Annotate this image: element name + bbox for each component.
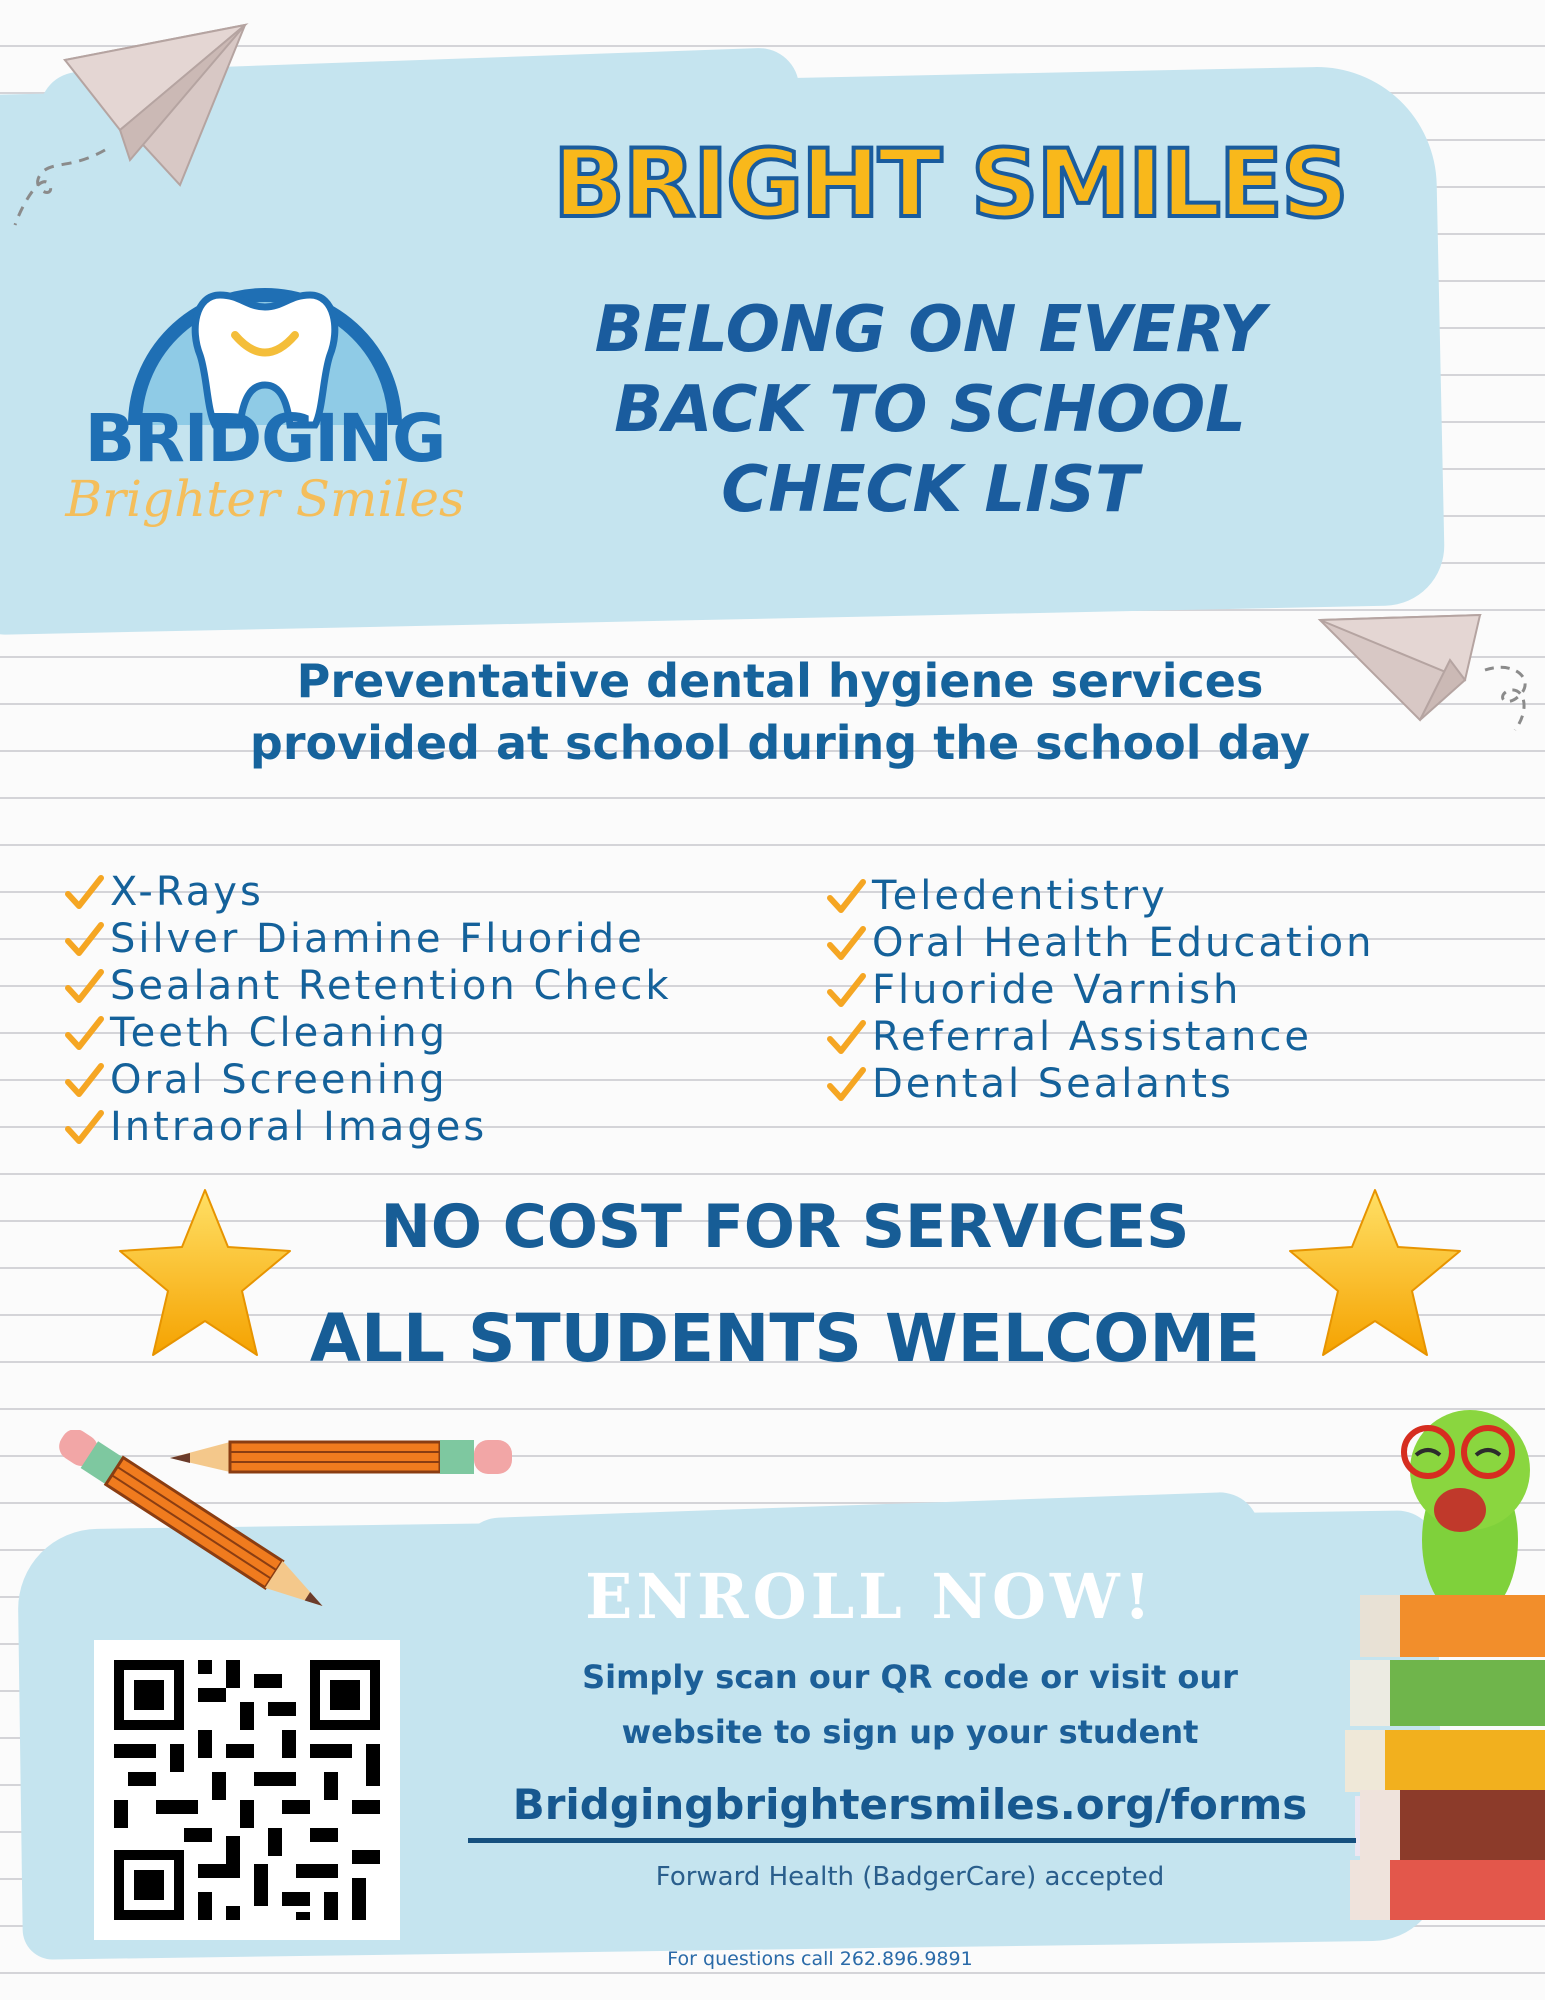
- checkmark-icon: [826, 1017, 866, 1057]
- checkmark-icon: [826, 923, 866, 963]
- logo-wordmark: BRIDGING: [84, 400, 446, 477]
- page-title: BRIGHT SMILES: [553, 130, 1347, 239]
- list-item: [64, 868, 672, 915]
- checkmark-icon: [826, 1064, 866, 1104]
- enroll-heading: ENROLL NOW!: [585, 1560, 1155, 1633]
- insurance-note: Forward Health (BadgerCare) accepted: [655, 1862, 1165, 1892]
- list-item: [64, 1103, 672, 1150]
- subtitle-line: BACK TO SCHOOL: [614, 373, 1246, 447]
- checkmark-icon: [64, 966, 104, 1006]
- service-label: Referral Assistance: [872, 1013, 1312, 1060]
- subtitle-line: CHECK LIST: [721, 453, 1139, 527]
- service-label: Teeth Cleaning: [110, 1009, 448, 1056]
- service-label: Silver Diamine Fluoride: [110, 915, 645, 962]
- list-item: [826, 872, 1374, 919]
- checkmark-icon: [64, 1013, 104, 1053]
- services-list-left: [64, 868, 672, 1150]
- service-label: X-Rays: [110, 868, 264, 915]
- tagline: [130, 650, 1430, 774]
- no-cost-banner: NO COST FOR SERVICES: [380, 1192, 1190, 1262]
- instruction-line: Simply scan our QR code or visit our: [582, 1658, 1238, 1696]
- qr-code-graphic: [94, 1640, 400, 1940]
- paper-plane-icon: [10, 10, 260, 240]
- list-item: [64, 1009, 672, 1056]
- checkmark-icon: [64, 1107, 104, 1147]
- checkmark-icon: [64, 919, 104, 959]
- service-label: Sealant Retention Check: [110, 962, 672, 1009]
- list-item: [64, 915, 672, 962]
- service-label: Intraoral Images: [110, 1103, 488, 1150]
- service-label: Dental Sealants: [872, 1060, 1234, 1107]
- services-list-right: [826, 872, 1374, 1107]
- checkmark-icon: [826, 970, 866, 1010]
- link-underline: [468, 1838, 1356, 1843]
- service-label: Oral Health Education: [872, 919, 1375, 966]
- checkmark-icon: [826, 876, 866, 916]
- list-item: [826, 1060, 1374, 1107]
- qr-code[interactable]: [94, 1640, 400, 1940]
- subtitle: [530, 290, 1330, 530]
- tagline-line: Preventative dental hygiene services: [296, 654, 1264, 708]
- list-item: [826, 919, 1374, 966]
- logo-script: Brighter Smiles: [65, 470, 465, 528]
- enroll-link[interactable]: Bridgingbrightersmiles.org/forms: [512, 1780, 1308, 1829]
- list-item: [826, 966, 1374, 1013]
- tagline-line: provided at school during the school day: [249, 716, 1311, 770]
- instruction-line: website to sign up your student: [621, 1713, 1199, 1751]
- list-item: [64, 1056, 672, 1103]
- service-label: Fluoride Varnish: [872, 966, 1242, 1013]
- list-item: [826, 1013, 1374, 1060]
- pencil-icon: [30, 1430, 350, 1610]
- checkmark-icon: [64, 1060, 104, 1100]
- contact-phone: For questions call 262.896.9891: [667, 1948, 973, 1970]
- checkmark-icon: [64, 872, 104, 912]
- service-label: Oral Screening: [110, 1056, 448, 1103]
- welcome-banner: ALL STUDENTS WELCOME: [309, 1300, 1261, 1377]
- service-label: Teledentistry: [872, 872, 1168, 919]
- enroll-instructions: [500, 1650, 1320, 1760]
- list-item: [64, 962, 672, 1009]
- subtitle-line: BELONG ON EVERY: [594, 293, 1266, 367]
